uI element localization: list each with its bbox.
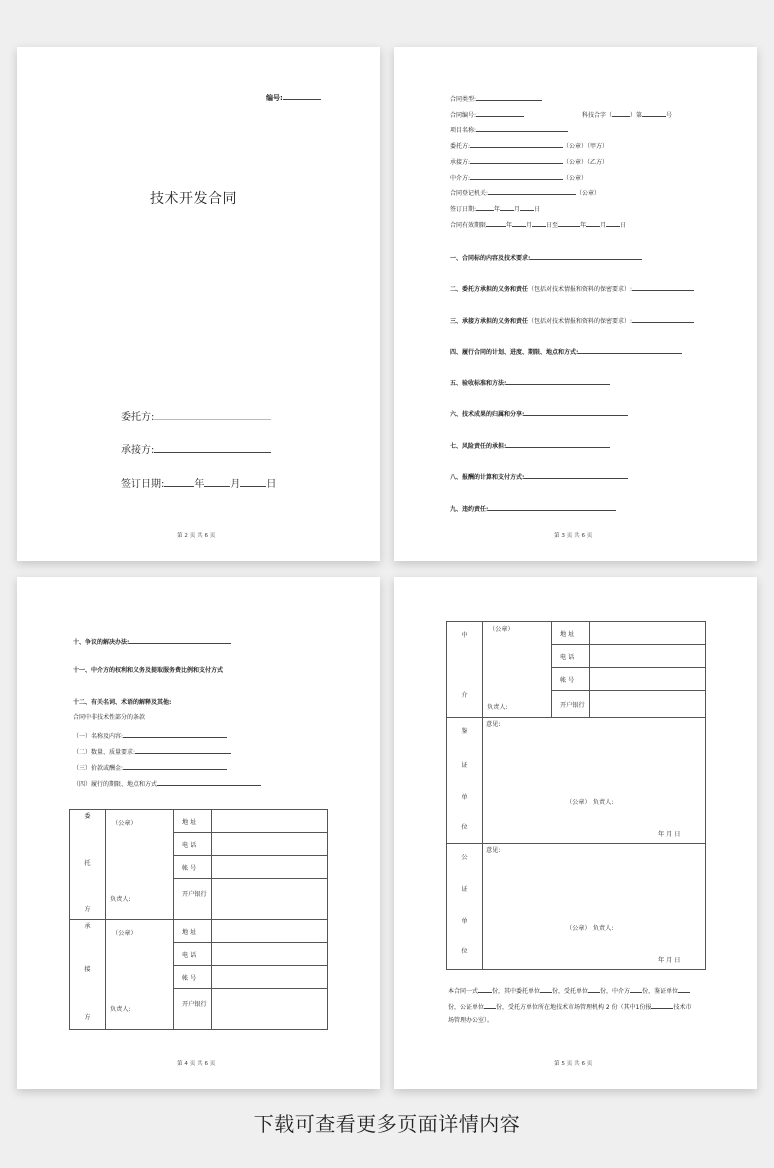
sign-date-field: 签订日期: 年 月 日 [121,475,276,491]
page-footer: 第 5 页 共 6 页 [554,1061,593,1067]
intermediary-seal-cell: （公章） 负责人: [483,622,552,718]
item-3: （三）价款或酬金: [73,762,227,773]
bank-label: 开户银行 [174,879,212,920]
item-1: （一）名称及内容: [73,730,227,741]
signature-table: 中 介 （公章） 负责人: 地 址 电 话 帐 号 开户银行 鉴 证 单 位 意见: （公章） 负责人: 年 月 日 公 证 单 位 意见: （公章） 负责人: 年 月 日 [446,621,706,970]
address-value [212,810,328,833]
contractor-label-cell: 承 接 方 [70,920,106,1030]
account-label: 帐 号 [174,856,212,879]
client-field: 委托方: [121,408,271,424]
page-footer: 第 2 页 共 6 页 [177,533,216,539]
closing-line-3: 场管理办公室）。 [448,1017,494,1024]
page-signatures [394,577,757,1089]
section-6: 六、技术成果的归属和分享: [450,408,628,419]
section-12: 十二、有关名词、术语的解释及其他: [73,699,172,706]
verify-opinion-cell: 意见: （公章） 负责人: 年 月 日 [483,718,706,844]
client-line: 委托方: （公章）（甲方） [450,140,608,151]
notary-unit-label: 公 证 单 位 [447,844,483,970]
sign-date-line: 签订日期: 年 月 日 [450,203,540,214]
page-contract-info [394,47,757,561]
section-4: 四、履行合同的计划、进度、期限、地点和方式: [450,346,682,357]
document-title: 技术开发合同 [150,191,237,207]
section-7: 七、风险责任的承担: [450,440,610,451]
contractor-field: 承接方: [121,441,271,457]
contract-number-label: 编号: [266,92,321,103]
contract-type-line: 合同类型: [450,93,542,104]
registration-line: 合同登记机关: （公章） [450,187,600,198]
contract-no-line: 合同编号: [450,109,524,120]
item-4: （四）履行的期限、地点和方式 [73,778,261,789]
section-2: 二、委托方承担的义务和责任（包括对技术情报和资料的保密要求）: [450,283,694,294]
section-10: 十、争议的解决办法: [73,636,231,647]
item-2: （二）数量、质量要求: [73,746,231,757]
verify-unit-label: 鉴 证 单 位 [447,718,483,844]
section-8: 八、报酬的计算和支付方式: [450,471,628,482]
address-label: 地 址 [174,810,212,833]
sci-contract-no: 科技合字（ ）第 号 [582,109,672,120]
valid-period-line: 合同有效期限 年 月 日至 年 月 日 [450,219,626,230]
page-footer: 第 3 页 共 6 页 [554,533,593,539]
client-seal-cell: （公章） 负责人: [106,810,174,920]
intermediary-line: 中介方: （公章） [450,172,587,183]
phone-label: 电 话 [174,833,212,856]
intermediary-label-cell: 中 介 [447,622,483,718]
download-caption: 下载可查看更多页面详情内容 [253,1112,521,1136]
contractor-seal-cell: （公章） 负责人: [106,920,174,1030]
section-11: 十一、中介方的权利和义务及提取服务费比例和支付方式 [73,667,224,674]
section-5: 五、验收标准和方法: [450,377,610,388]
page-cover [17,47,380,561]
closing-line-1: 本合同一式 份，其中委托单位 份，受托单位 份，中介方 份，鉴证单位 [448,985,690,996]
notary-opinion-cell: 意见: （公章） 负责人: 年 月 日 [483,844,706,970]
project-name-line: 项目名称: [450,124,568,135]
parties-table: 委 托 方 （公章） 负责人: 地 址 电 话 帐 号 开户银行 承 接 方 （公章） 负责人: 地 址 电 话 帐 号 开户银行 [69,809,328,1030]
section-3: 三、承接方承担的义务和责任（包括对技术情报和资料的保密要求）: [450,315,694,326]
non-tech-clauses: 合同中非技术性部分的条款 [73,714,146,721]
page-clauses [17,577,380,1089]
contractor-line: 承接方: （公章）（乙方） [450,156,608,167]
section-1: 一、合同标的内容及技术要求: [450,252,642,263]
page-footer: 第 4 页 共 6 页 [177,1061,216,1067]
section-9: 九、违约责任: [450,503,616,514]
closing-line-2: 份，公证单位 份，受托方单位所在地技术市场管理机构 2 份（其中1份报 技术市 [448,1001,691,1012]
client-label-cell: 委 托 方 [70,810,106,920]
